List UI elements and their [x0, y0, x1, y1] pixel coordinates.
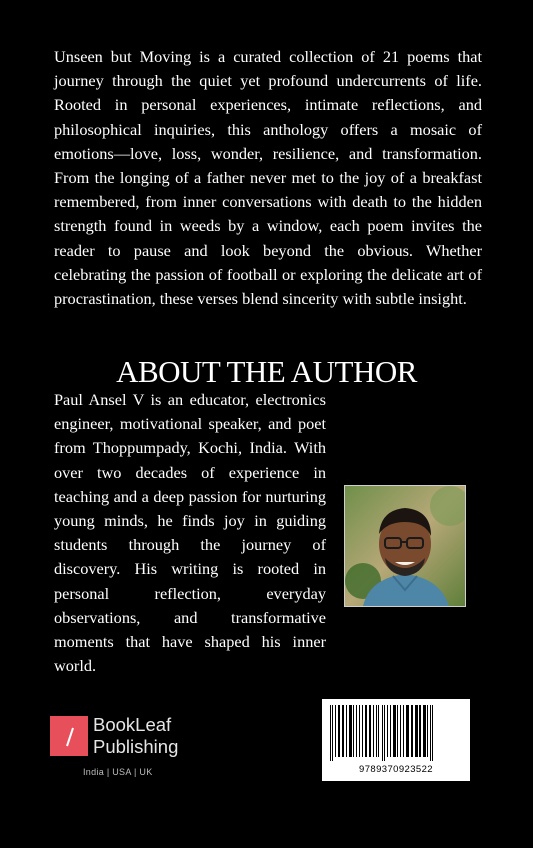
author-portrait-image	[345, 486, 465, 606]
barcode-bar	[397, 705, 398, 757]
publisher-regions: India | USA | UK	[83, 767, 153, 777]
barcode-bar	[359, 705, 360, 757]
barcode-bar	[338, 705, 340, 757]
barcode-bar	[335, 705, 336, 757]
barcode-bar	[390, 705, 391, 757]
about-author-heading: ABOUT THE AUTHOR	[116, 354, 417, 389]
barcode-bar	[378, 705, 379, 757]
author-bio: Paul Ansel V is an educator, electronics engineer, motivational speaker, and poet from Thoppumpady, Kochi, India. With over two decades of experience in teaching and a deep passion for nurturing young minds, he finds joy in guiding students through the journey of discovery. His writing is rooted in personal reflection, everyday observations, and transformative moments that have shaped his inner world.	[54, 390, 326, 676]
barcode-bar	[400, 705, 401, 757]
publisher-logo	[50, 716, 200, 764]
isbn-number: 9789370923522	[359, 764, 433, 775]
barcode-bar	[369, 705, 371, 757]
barcode-bar	[332, 705, 333, 761]
barcode-bar	[349, 705, 352, 757]
barcode-bar	[430, 705, 431, 761]
barcode-bar	[365, 705, 367, 757]
barcode-bar	[373, 705, 374, 757]
barcode-bar	[393, 705, 396, 757]
barcode-bar	[415, 705, 418, 757]
barcode-bar	[362, 705, 363, 757]
barcode-bar	[342, 705, 344, 757]
barcode-bar	[427, 705, 428, 757]
barcode-bar	[406, 705, 409, 757]
barcode-bar	[419, 705, 421, 757]
barcode-bar	[356, 705, 357, 757]
author-photo	[344, 485, 466, 607]
barcode-bar	[353, 705, 354, 757]
barcode-bar	[403, 705, 404, 757]
barcode-bar	[376, 705, 377, 757]
barcode-bar	[387, 705, 388, 757]
book-blurb: Unseen but Moving is a curated collection of 21 poems that journey through the quiet yet profound undercurrents of life. Rooted in personal experiences, intimate reflections, and philosophical inquiries, this anthology offers a mosaic of emotions—love, loss, wonder, resilience, and transformation. From the longing of a father never met to the joy of a breakfast remembered, from inner conversations with death to the hidden strength found in weeds by a window, each poem invites the reader to pause and look beyond the obvious. Whether celebrating the passion of football or exploring the delicate art of procrastination, these verses blend sincerity with subtle insight.	[54, 47, 482, 309]
barcode-bars	[322, 699, 470, 763]
barcode-bar	[330, 705, 331, 761]
barcode-bar	[423, 705, 426, 757]
publisher-name: BookLeaf Publishing	[93, 714, 179, 757]
barcode-bar	[346, 705, 347, 757]
leaf-slash-icon	[50, 716, 88, 756]
isbn-barcode	[322, 699, 470, 781]
barcode-bar	[432, 705, 433, 761]
barcode-bar	[384, 705, 385, 761]
barcode-bar	[382, 705, 383, 761]
barcode-bar	[411, 705, 413, 757]
